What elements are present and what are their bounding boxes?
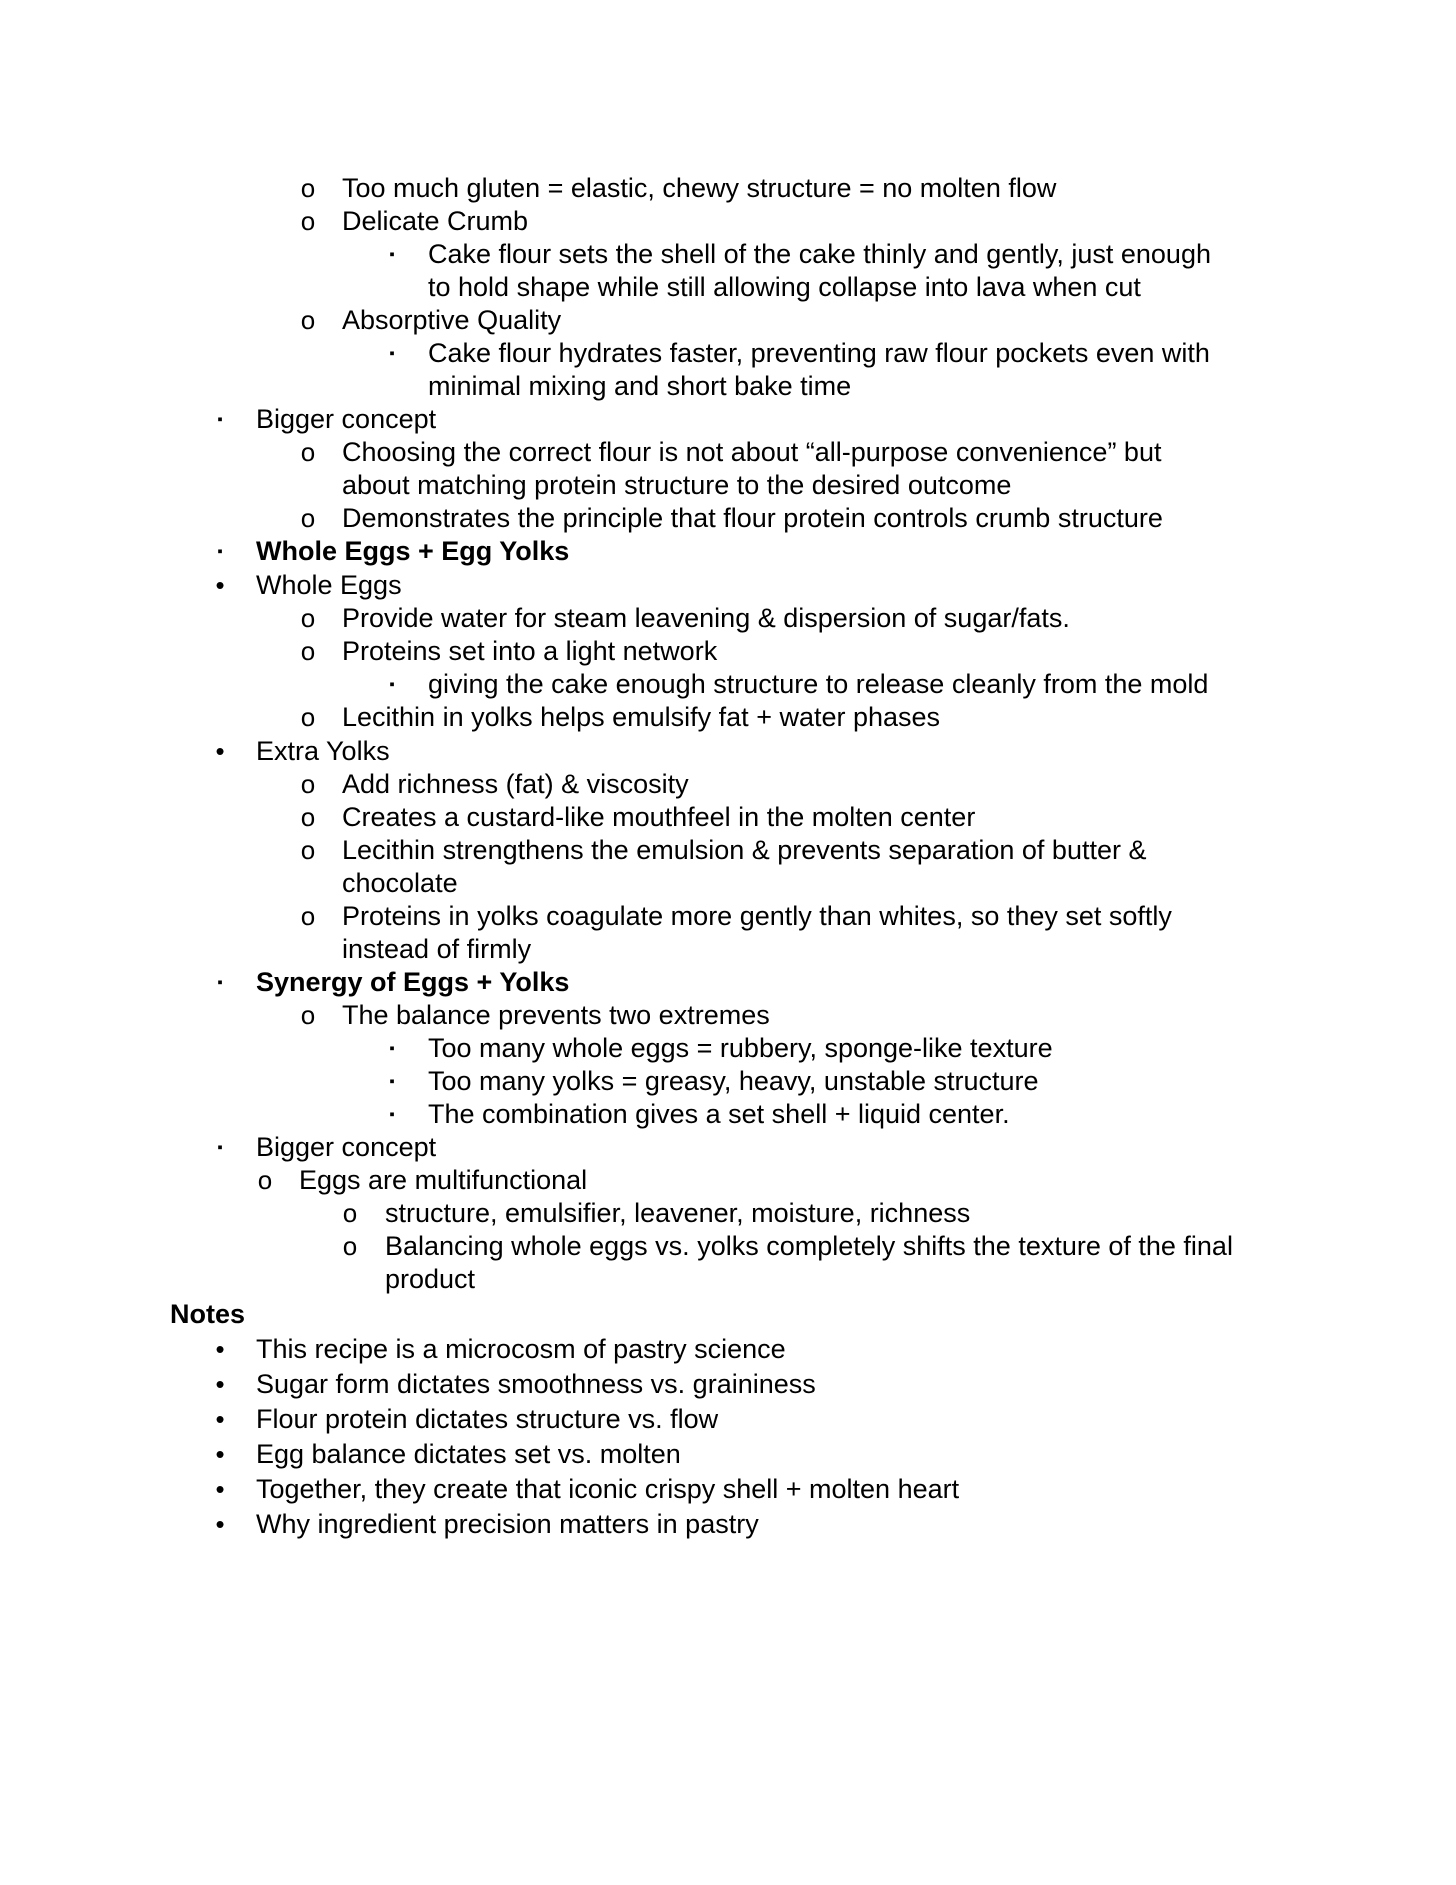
list-item-text: Lecithin strengthens the emulsion & prevents separation of butter & xyxy=(342,835,1147,865)
dot-bullet-icon: • xyxy=(215,1474,225,1504)
hollow-bullet-icon: o xyxy=(300,702,316,732)
square-bullet-icon: ▪ xyxy=(389,676,395,693)
list-item-text: Balancing whole eggs vs. yolks completely shifts the texture of the final xyxy=(385,1231,1233,1261)
hollow-bullet-icon: o xyxy=(300,173,316,203)
square-bullet-icon: ▪ xyxy=(389,345,395,362)
square-bullet-icon: ▪ xyxy=(389,246,395,263)
hollow-bullet-icon: o xyxy=(342,1231,358,1261)
list-item-text: Bigger concept xyxy=(256,1132,437,1162)
hollow-bullet-icon: o xyxy=(300,603,316,633)
section-heading-text: Synergy of Eggs + Yolks xyxy=(256,967,570,997)
square-bullet-icon: ▪ xyxy=(389,1040,395,1057)
hollow-bullet-icon: o xyxy=(300,802,316,832)
notes-heading: Notes xyxy=(170,1299,246,1329)
list-item-text: Bigger concept xyxy=(256,404,437,434)
square-bullet-icon: ▪ xyxy=(389,1106,395,1123)
list-item-text: Proteins in yolks coagulate more gently than whites, so they set softly xyxy=(342,901,1172,931)
list-item-text: Extra Yolks xyxy=(256,736,390,766)
square-bullet-icon: ▪ xyxy=(217,543,223,560)
list-item-text: minimal mixing and short bake time xyxy=(428,371,852,401)
section-heading-text: Whole Eggs + Egg Yolks xyxy=(256,536,570,566)
list-item-text: Absorptive Quality xyxy=(342,305,562,335)
notes-item-text: Flour protein dictates structure vs. flow xyxy=(256,1404,719,1434)
hollow-bullet-icon: o xyxy=(300,206,316,236)
hollow-bullet-icon: o xyxy=(300,305,316,335)
hollow-bullet-icon: o xyxy=(300,636,316,666)
dot-bullet-icon: • xyxy=(215,1509,225,1539)
hollow-bullet-icon: o xyxy=(300,901,316,931)
list-item-text: Provide water for steam leavening & dispersion of sugar/fats. xyxy=(342,603,1070,633)
list-item-text: Add richness (fat) & viscosity xyxy=(342,769,689,799)
list-item-text: Demonstrates the principle that flour protein controls crumb structure xyxy=(342,503,1163,533)
list-item-text: Creates a custard-like mouthfeel in the molten center xyxy=(342,802,976,832)
notes-item-text: Why ingredient precision matters in pastry xyxy=(256,1509,759,1539)
hollow-bullet-icon: o xyxy=(300,437,316,467)
dot-bullet-icon: • xyxy=(215,736,225,766)
list-item-text: Cake flour sets the shell of the cake thinly and gently, just enough xyxy=(428,239,1211,269)
list-item-text: Cake flour hydrates faster, preventing raw flour pockets even with xyxy=(428,338,1210,368)
square-bullet-icon: ▪ xyxy=(389,1073,395,1090)
list-item-text: instead of firmly xyxy=(342,934,532,964)
list-item-text: The balance prevents two extremes xyxy=(342,1000,770,1030)
list-item-text: Too many yolks = greasy, heavy, unstable structure xyxy=(428,1066,1039,1096)
list-item-text: about matching protein structure to the desired outcome xyxy=(342,470,1012,500)
list-item-text: Too much gluten = elastic, chewy structure = no molten flow xyxy=(342,173,1057,203)
list-item-text: chocolate xyxy=(342,868,458,898)
list-item-text: Whole Eggs xyxy=(256,570,402,600)
list-item-text: Eggs are multifunctional xyxy=(299,1165,588,1195)
square-bullet-icon: ▪ xyxy=(217,1139,223,1156)
list-item-text: product xyxy=(385,1264,476,1294)
notes-item-text: Egg balance dictates set vs. molten xyxy=(256,1439,681,1469)
hollow-bullet-icon: o xyxy=(342,1198,358,1228)
hollow-bullet-icon: o xyxy=(300,769,316,799)
hollow-bullet-icon: o xyxy=(300,1000,316,1030)
list-item-text: Too many whole eggs = rubbery, sponge-like texture xyxy=(428,1033,1053,1063)
list-item-text: Proteins set into a light network xyxy=(342,636,718,666)
notes-item-text: Sugar form dictates smoothness vs. graininess xyxy=(256,1369,816,1399)
notes-item-text: This recipe is a microcosm of pastry science xyxy=(256,1334,786,1364)
list-item-text: structure, emulsifier, leavener, moisture, richness xyxy=(385,1198,971,1228)
notes-item-text: Together, they create that iconic crispy shell + molten heart xyxy=(256,1474,960,1504)
hollow-bullet-icon: o xyxy=(257,1165,273,1195)
dot-bullet-icon: • xyxy=(215,570,225,600)
dot-bullet-icon: • xyxy=(215,1369,225,1399)
dot-bullet-icon: • xyxy=(215,1404,225,1434)
list-item-text: to hold shape while still allowing collapse into lava when cut xyxy=(428,272,1141,302)
hollow-bullet-icon: o xyxy=(300,503,316,533)
list-item-text: giving the cake enough structure to release cleanly from the mold xyxy=(428,669,1209,699)
square-bullet-icon: ▪ xyxy=(217,974,223,991)
square-bullet-icon: ▪ xyxy=(217,411,223,428)
dot-bullet-icon: • xyxy=(215,1439,225,1469)
list-item-text: The combination gives a set shell + liquid center. xyxy=(428,1099,1010,1129)
list-item-text: Choosing the correct flour is not about “all-purpose convenience” but xyxy=(342,437,1162,467)
list-item-text: Delicate Crumb xyxy=(342,206,529,236)
list-item-text: Lecithin in yolks helps emulsify fat + water phases xyxy=(342,702,941,732)
dot-bullet-icon: • xyxy=(215,1334,225,1364)
hollow-bullet-icon: o xyxy=(300,835,316,865)
